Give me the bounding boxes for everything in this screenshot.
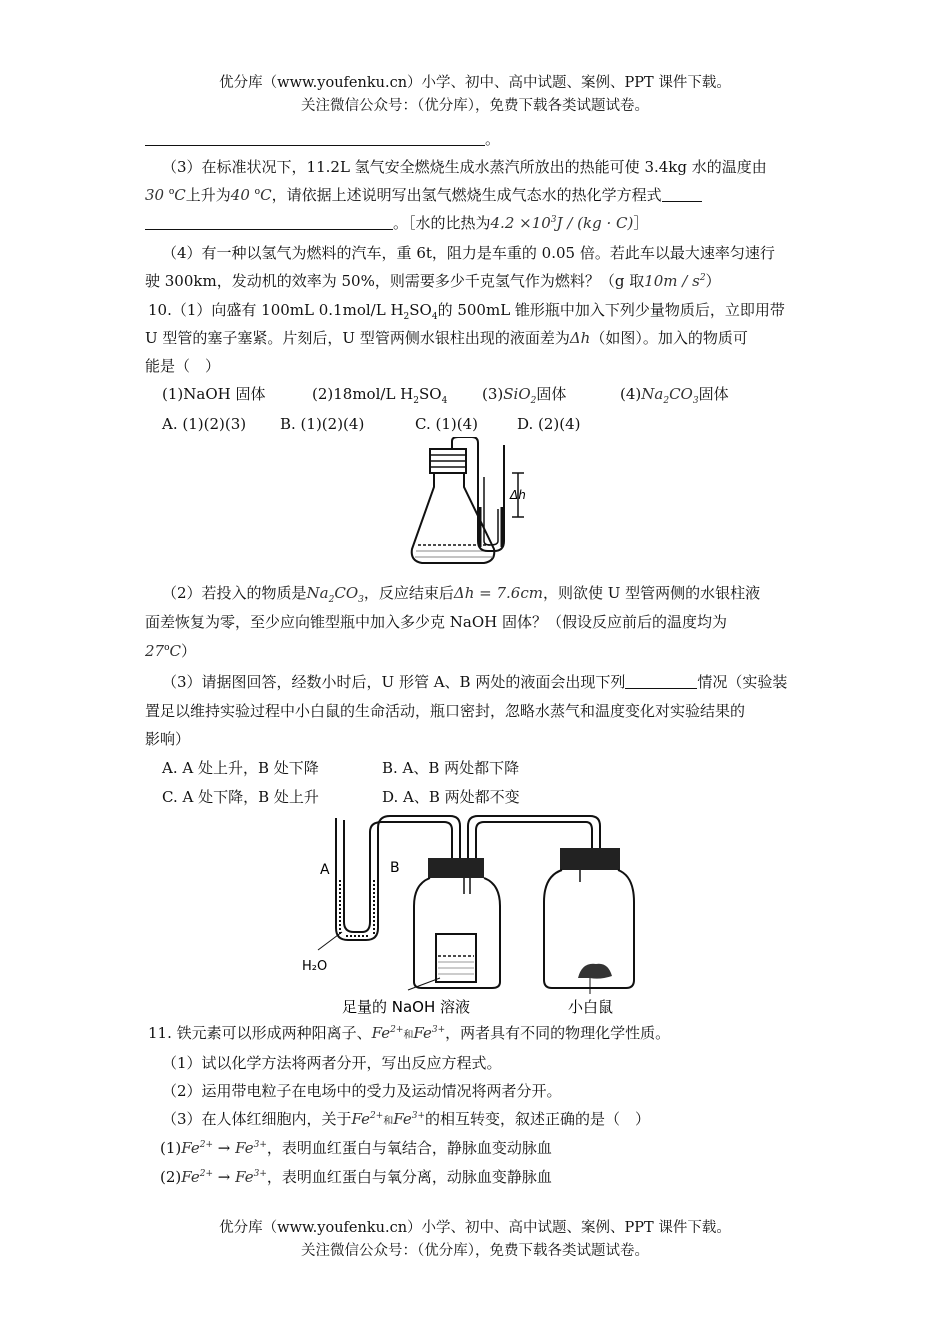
- q11-intro: 11. 铁元素可以形成两种阳离子、$Fe^{2+}$和$Fe^{3+}$，两者具有不同的物理化学性质。: [148, 1024, 671, 1042]
- option-b: B. A、B 两处都下降: [382, 759, 520, 777]
- q9-part4-line1: （4）有一种以氢气为燃料的汽车，重 6t，阻力是车重的 0.05 倍。若此车以最大速率匀速行: [162, 244, 775, 262]
- q10-part3-line3: 影响）: [145, 730, 191, 748]
- option-d: D. (2)(4): [517, 415, 581, 433]
- q10-part2-line1: （2）若投入的物质是$Na_2CO_3$，反应结束后Δh = 7.6cm，则欲使 U 型管两侧的水银柱液: [162, 584, 761, 605]
- option-a: A. A 处上升，B 处下降: [162, 759, 319, 777]
- mouse-apparatus-figure: [290, 810, 670, 1020]
- option-c: C. A 处下降，B 处上升: [162, 788, 319, 806]
- option-d: D. A、B 两处都不变: [382, 788, 520, 806]
- q10-part1-line1: 10.（1）向盛有 100mL 0.1mol/L $H_2SO_4$的 500mL 锥形瓶中加入下列少量物质后，立即用带: [148, 301, 785, 322]
- q10-part2-line2: 面差恢复为零，至少应向锥型瓶中加入多少克 NaOH 固体？（假设反应前后的温度均为: [145, 613, 727, 631]
- q9-part3-line3: 。［水的比热为$4.2 \times 10^3J / (kg$ · C)］: [145, 212, 648, 234]
- answer-blank: [145, 129, 485, 146]
- q9-part3-line2: 30 $^o$C上升为40 $^o$C，请依据上述说明写出氢气燃烧生成气态水的热化学方程式: [145, 184, 702, 206]
- label-water: H₂O: [302, 959, 328, 974]
- answer-blank: [145, 213, 393, 230]
- q10-part2-line3: 27$^o$C）: [145, 642, 197, 660]
- footer-line-2: 关注微信公众号：（优分库），免费下载各类试题试卷。: [301, 1243, 649, 1259]
- option-a: A. (1)(2)(3): [162, 415, 247, 433]
- page-footer: [0, 1217, 950, 1263]
- q11-sub2: （2）运用带电粒子在电场中的受力及运动情况将两者分开。: [162, 1082, 562, 1100]
- label-b: B: [390, 860, 400, 876]
- q11-item1: $(1)Fe^{2+} \to Fe^{3+}$，表明血红蛋白与氧结合，静脉血变动脉血: [160, 1139, 552, 1157]
- q9-part3-line1: （3）在标准状况下，11.2L 氢气安全燃烧生成水蒸汽所放出的热能可使 3.4kg 水的温度由: [162, 158, 767, 176]
- q11-sub3: （3）在人体红细胞内，关于$Fe^{2+}$和$Fe^{3+}$的相互转变，叙述正确的是（ ）: [162, 1110, 651, 1128]
- mouse-shape: [578, 964, 612, 979]
- footer-line-1: 优分库（www.youfenku.cn）小学、初中、高中试题、案例、PPT 课件下载。: [219, 1220, 731, 1236]
- label-a: A: [320, 862, 330, 878]
- label-mouse: 小白鼠: [568, 998, 614, 1016]
- q10-part3-line2: 置足以维持实验过程中小白鼠的生命活动，瓶口密封，忽略水蒸气和温度变化对实验结果的: [145, 702, 746, 720]
- bottle2-stopper: [560, 848, 620, 870]
- q9-part4-line2: 驶 300km，发动机的效率为 50%，则需要多少千克氢气作为燃料？（g 取$10m / s^2$）: [145, 272, 721, 290]
- answer-blank: [625, 672, 697, 689]
- option-c: C. (1)(4): [415, 415, 478, 433]
- flask-u-tube-figure: [400, 437, 550, 577]
- answer-blank: [662, 185, 702, 202]
- header-line-2: 关注微信公众号：（优分库），免费下载各类试题试卷。: [301, 98, 649, 114]
- bottle1-stopper: [428, 858, 484, 878]
- page-header: [0, 72, 950, 118]
- delta-h-label: Δh: [510, 488, 526, 502]
- label-naoh: 足量的 NaOH 溶液: [342, 998, 471, 1016]
- q11-item2: $(2)Fe^{2+} \to Fe^{3+}$，表明血红蛋白与氧分离，动脉血变静脉血: [160, 1168, 552, 1186]
- q11-sub1: （1）试以化学方法将两者分开，写出反应方程式。: [162, 1054, 502, 1072]
- naoh-beaker: [436, 934, 476, 982]
- option-b: B. (1)(2)(4): [280, 415, 365, 433]
- q9-answer-line: 。: [145, 128, 500, 150]
- header-line-1: 优分库（www.youfenku.cn）小学、初中、高中试题、案例、PPT 课件下载。: [219, 75, 731, 91]
- q10-part3-line1: （3）请据图回答，经数小时后，U 形管 A、B 两处的液面会出现下列 情况（实验装: [162, 673, 788, 691]
- exam-page: 优分库（www.youfenku.cn）小学、初中、高中试题、案例、PPT 课件下载。 关注微信公众号：（优分库），免费下载各类试题试卷。 。 （3）在标准状况下，11.2L 氢气安全燃烧生成水蒸汽所放出的热能可使 3.4kg 水的温度由 30 $^o$C上升为40 $^o$C，请依据上述说明写出氢气燃烧生成气态水的热化学方程式 。［水的比热为$4.2 \times 10^3J / (kg$ · C)］ （4）有一种以氢气为燃料的汽车，重 6t，阻力是车重的 0.05 倍。若此车以最大速率匀速行 驶 300km，发动机的效率为 50%，则需要多少千克氢气作为燃料？（g 取$10m / s^2$） 10.（1）向盛有 100mL 0.1mol/L $H_2SO_4$的 500mL 锥形瓶中加入下列少量物质后，立即用带 U 型管的塞子塞紧。片刻后，U 型管两侧水银柱出现的液面差为Δh（如图）。加入的物质可 能是（ ） (1)NaOH 固体 (2)18mol/L $H_2SO_4$ (3)SiO$_2$固体 $(4)Na_2CO_3$固体 A. (1)(2)(3) B. (1)(2)(4) C. (1)(4) D. (2)(4) Δh （2）若投入的物质是$Na_2CO_3$，反应结束后Δh = 7.6cm，则欲使 U 型管两侧的水银柱液 面差恢复为零，至少应向锥型瓶中加入多少克 NaOH 固体？（假设反应前后的温度均为 27$^o$C） （3）请据图回答，经数小时后，U 形管 A、B 两处的液面会出现下列 情况（实验装 置足以维持实验过程中小白鼠的生命活动，瓶口密封，忽略水蒸气和温度变化对实验结果的 影响） A. A 处上升，B 处下降 B. A、B 两处都下降 C. A 处下降，B 处上升 D. A、B 两处都不变 A B H₂O 足量的 NaOH 溶液 小白鼠 11. 铁元素可以形成两种阳离子、$Fe^{2+}$和$Fe^{3+}$，两者具有不同的物理化学性质。 （1）试以化学方法将两者分开，写出反应方程式。 （2）运用带电粒子在电场中的受力及运动情况将两者分开。 （3）在人体红细胞内，关于$Fe^{2+}$和$Fe^{3+}$的相互转变，叙述正确的是（ ） $(1)Fe^{2+} \to Fe^{3+}$，表明血红蛋白与氧结合，静脉血变动脉血 $(2)Fe^{2+} \to Fe^{3+}$，表明血红蛋白与氧分离，动脉血变静脉血 优分库（www.youfenku.cn）小学、初中、高中试题、案例、PPT 课件下载。 关注微信公众号：（优分库），免费下载各类试题试卷。: [0, 0, 950, 1344]
- q10-part1-line2: U 型管的塞子塞紧。片刻后，U 型管两侧水银柱出现的液面差为Δh（如图）。加入的物质可: [145, 329, 748, 347]
- q10-part1-line3: 能是（ ）: [145, 357, 221, 375]
